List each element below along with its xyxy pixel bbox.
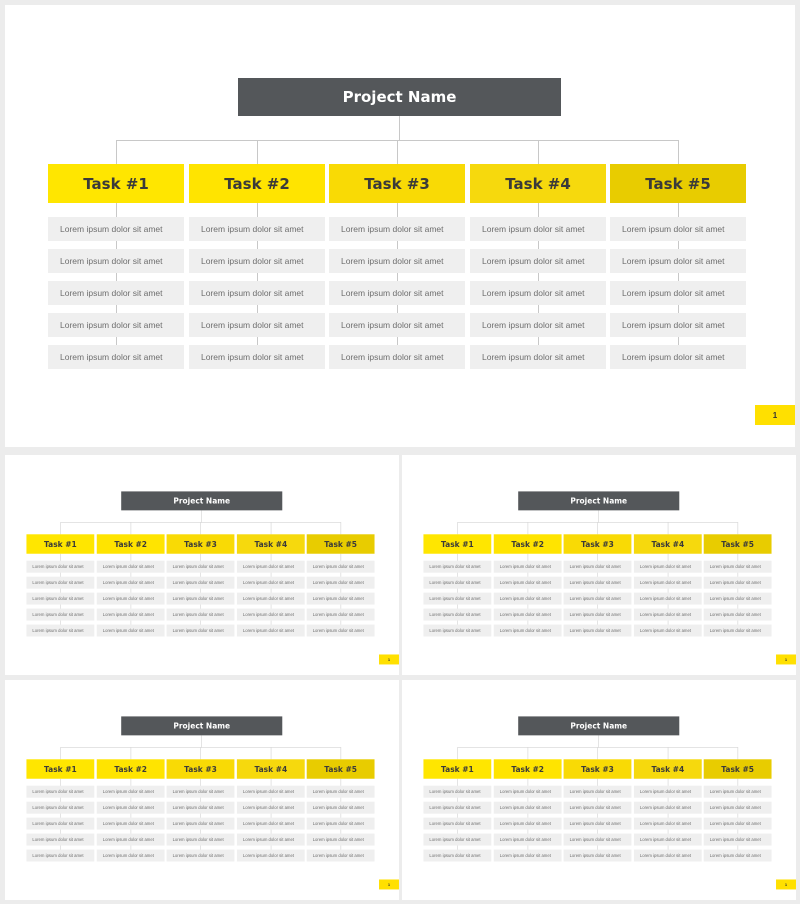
task-4-item-5: Lorem ipsum dolor sit amet (634, 850, 702, 862)
task-1-item-3: Lorem ipsum dolor sit amet (48, 281, 184, 305)
task-2-item-5: Lorem ipsum dolor sit amet (494, 850, 562, 862)
slide-thumbnail-2[interactable] (402, 455, 796, 675)
task-4-item-5: Lorem ipsum dolor sit amet (634, 625, 702, 637)
task-5-item-2: Lorem ipsum dolor sit amet (704, 802, 772, 814)
task-5-item-5: Lorem ipsum dolor sit amet (610, 345, 746, 369)
task-5-item-1: Lorem ipsum dolor sit amet (704, 786, 772, 798)
task-box-1: Task #1 (26, 534, 94, 553)
task-box-5: Task #5 (704, 759, 772, 778)
task-5-item-4: Lorem ipsum dolor sit amet (307, 834, 375, 846)
task-4-item-3: Lorem ipsum dolor sit amet (237, 593, 305, 605)
task-1-item-5: Lorem ipsum dolor sit amet (26, 850, 94, 862)
task-3-item-4: Lorem ipsum dolor sit amet (564, 834, 632, 846)
project-name-box: Project Name (121, 716, 282, 735)
task-2-item-3: Lorem ipsum dolor sit amet (189, 281, 325, 305)
task-box-1: Task #1 (26, 759, 94, 778)
task-box-4: Task #4 (634, 534, 702, 553)
task-box-4: Task #4 (237, 534, 305, 553)
task-box-2: Task #2 (97, 759, 165, 778)
connector-task-4 (538, 140, 539, 164)
task-1-item-4: Lorem ipsum dolor sit amet (26, 609, 94, 621)
task-1-item-1: Lorem ipsum dolor sit amet (48, 217, 184, 241)
task-5-item-5: Lorem ipsum dolor sit amet (704, 625, 772, 637)
task-box-4: Task #4 (634, 759, 702, 778)
task-1-item-3: Lorem ipsum dolor sit amet (423, 818, 491, 830)
task-3-item-1: Lorem ipsum dolor sit amet (329, 217, 465, 241)
task-3-item-2: Lorem ipsum dolor sit amet (564, 802, 632, 814)
task-3-item-5: Lorem ipsum dolor sit amet (167, 625, 235, 637)
task-box-1: Task #1 (48, 164, 184, 203)
task-3-item-3: Lorem ipsum dolor sit amet (329, 281, 465, 305)
task-4-item-3: Lorem ipsum dolor sit amet (470, 281, 606, 305)
task-2-item-1: Lorem ipsum dolor sit amet (97, 786, 165, 798)
task-4-item-4: Lorem ipsum dolor sit amet (237, 609, 305, 621)
task-1-item-2: Lorem ipsum dolor sit amet (26, 802, 94, 814)
task-2-item-4: Lorem ipsum dolor sit amet (494, 609, 562, 621)
task-1-item-1: Lorem ipsum dolor sit amet (423, 561, 491, 573)
project-name-box: Project Name (121, 491, 282, 510)
task-5-item-1: Lorem ipsum dolor sit amet (307, 561, 375, 573)
task-3-item-3: Lorem ipsum dolor sit amet (564, 818, 632, 830)
task-box-5: Task #5 (610, 164, 746, 203)
page-number-badge: 1 (379, 654, 399, 664)
task-box-1: Task #1 (423, 759, 491, 778)
task-5-item-2: Lorem ipsum dolor sit amet (307, 802, 375, 814)
task-2-item-4: Lorem ipsum dolor sit amet (494, 834, 562, 846)
page-number-badge: 1 (776, 654, 796, 664)
task-3-item-4: Lorem ipsum dolor sit amet (329, 313, 465, 337)
task-2-item-5: Lorem ipsum dolor sit amet (97, 850, 165, 862)
task-box-3: Task #3 (564, 759, 632, 778)
task-5-item-2: Lorem ipsum dolor sit amet (307, 577, 375, 589)
task-2-item-5: Lorem ipsum dolor sit amet (494, 625, 562, 637)
task-3-item-5: Lorem ipsum dolor sit amet (564, 625, 632, 637)
task-1-item-5: Lorem ipsum dolor sit amet (423, 850, 491, 862)
task-3-item-2: Lorem ipsum dolor sit amet (167, 577, 235, 589)
task-1-item-5: Lorem ipsum dolor sit amet (423, 625, 491, 637)
task-4-item-2: Lorem ipsum dolor sit amet (237, 577, 305, 589)
task-1-item-1: Lorem ipsum dolor sit amet (26, 561, 94, 573)
task-3-item-4: Lorem ipsum dolor sit amet (564, 609, 632, 621)
task-4-item-2: Lorem ipsum dolor sit amet (237, 802, 305, 814)
task-box-4: Task #4 (237, 759, 305, 778)
slide-thumbnail-1[interactable] (5, 455, 399, 675)
connector-project-stem (399, 116, 400, 140)
task-5-item-4: Lorem ipsum dolor sit amet (704, 609, 772, 621)
task-4-item-5: Lorem ipsum dolor sit amet (237, 625, 305, 637)
task-2-item-5: Lorem ipsum dolor sit amet (189, 345, 325, 369)
task-box-5: Task #5 (307, 759, 375, 778)
task-3-item-3: Lorem ipsum dolor sit amet (167, 818, 235, 830)
task-box-2: Task #2 (494, 534, 562, 553)
task-4-item-4: Lorem ipsum dolor sit amet (634, 834, 702, 846)
task-4-item-5: Lorem ipsum dolor sit amet (237, 850, 305, 862)
task-4-item-4: Lorem ipsum dolor sit amet (237, 834, 305, 846)
task-2-item-5: Lorem ipsum dolor sit amet (97, 625, 165, 637)
task-5-item-2: Lorem ipsum dolor sit amet (704, 577, 772, 589)
task-5-item-5: Lorem ipsum dolor sit amet (307, 625, 375, 637)
task-1-item-4: Lorem ipsum dolor sit amet (26, 834, 94, 846)
task-3-item-4: Lorem ipsum dolor sit amet (167, 609, 235, 621)
task-2-item-4: Lorem ipsum dolor sit amet (189, 313, 325, 337)
task-1-item-2: Lorem ipsum dolor sit amet (423, 802, 491, 814)
task-3-item-2: Lorem ipsum dolor sit amet (329, 249, 465, 273)
task-box-1: Task #1 (423, 534, 491, 553)
task-2-item-1: Lorem ipsum dolor sit amet (494, 786, 562, 798)
task-1-item-3: Lorem ipsum dolor sit amet (423, 593, 491, 605)
task-2-item-2: Lorem ipsum dolor sit amet (97, 577, 165, 589)
task-3-item-2: Lorem ipsum dolor sit amet (167, 802, 235, 814)
task-2-item-2: Lorem ipsum dolor sit amet (189, 249, 325, 273)
task-4-item-1: Lorem ipsum dolor sit amet (237, 786, 305, 798)
project-name-box: Project Name (238, 78, 561, 116)
slide-thumbnail-4[interactable] (402, 680, 796, 900)
task-3-item-1: Lorem ipsum dolor sit amet (564, 786, 632, 798)
page-number-badge: 1 (379, 879, 399, 889)
task-5-item-3: Lorem ipsum dolor sit amet (307, 818, 375, 830)
project-name-box: Project Name (518, 491, 679, 510)
task-4-item-3: Lorem ipsum dolor sit amet (634, 593, 702, 605)
task-3-item-5: Lorem ipsum dolor sit amet (329, 345, 465, 369)
connector-task-5 (678, 140, 679, 164)
task-4-item-3: Lorem ipsum dolor sit amet (237, 818, 305, 830)
task-5-item-1: Lorem ipsum dolor sit amet (704, 561, 772, 573)
task-2-item-4: Lorem ipsum dolor sit amet (97, 834, 165, 846)
task-5-item-3: Lorem ipsum dolor sit amet (610, 281, 746, 305)
task-5-item-5: Lorem ipsum dolor sit amet (704, 850, 772, 862)
task-box-2: Task #2 (494, 759, 562, 778)
task-4-item-1: Lorem ipsum dolor sit amet (634, 786, 702, 798)
task-2-item-2: Lorem ipsum dolor sit amet (97, 802, 165, 814)
task-3-item-1: Lorem ipsum dolor sit amet (564, 561, 632, 573)
task-5-item-4: Lorem ipsum dolor sit amet (704, 834, 772, 846)
task-box-4: Task #4 (470, 164, 606, 203)
task-4-item-2: Lorem ipsum dolor sit amet (634, 577, 702, 589)
task-2-item-3: Lorem ipsum dolor sit amet (97, 818, 165, 830)
task-4-item-3: Lorem ipsum dolor sit amet (634, 818, 702, 830)
task-1-item-2: Lorem ipsum dolor sit amet (48, 249, 184, 273)
task-1-item-4: Lorem ipsum dolor sit amet (423, 609, 491, 621)
task-box-3: Task #3 (167, 759, 235, 778)
page-number-badge: 1 (755, 405, 795, 425)
slide-main (5, 5, 795, 447)
task-5-item-1: Lorem ipsum dolor sit amet (307, 786, 375, 798)
task-4-item-1: Lorem ipsum dolor sit amet (634, 561, 702, 573)
task-4-item-2: Lorem ipsum dolor sit amet (470, 249, 606, 273)
task-1-item-1: Lorem ipsum dolor sit amet (26, 786, 94, 798)
task-2-item-1: Lorem ipsum dolor sit amet (97, 561, 165, 573)
task-box-3: Task #3 (329, 164, 465, 203)
connector-task-2 (257, 140, 258, 164)
task-4-item-5: Lorem ipsum dolor sit amet (470, 345, 606, 369)
task-box-3: Task #3 (167, 534, 235, 553)
task-3-item-2: Lorem ipsum dolor sit amet (564, 577, 632, 589)
task-2-item-2: Lorem ipsum dolor sit amet (494, 802, 562, 814)
task-box-3: Task #3 (564, 534, 632, 553)
task-2-item-1: Lorem ipsum dolor sit amet (189, 217, 325, 241)
task-1-item-2: Lorem ipsum dolor sit amet (423, 577, 491, 589)
project-name-box: Project Name (518, 716, 679, 735)
task-5-item-2: Lorem ipsum dolor sit amet (610, 249, 746, 273)
task-4-item-1: Lorem ipsum dolor sit amet (470, 217, 606, 241)
task-2-item-4: Lorem ipsum dolor sit amet (97, 609, 165, 621)
task-5-item-4: Lorem ipsum dolor sit amet (610, 313, 746, 337)
task-5-item-3: Lorem ipsum dolor sit amet (307, 593, 375, 605)
task-3-item-5: Lorem ipsum dolor sit amet (564, 850, 632, 862)
task-box-2: Task #2 (189, 164, 325, 203)
task-5-item-5: Lorem ipsum dolor sit amet (307, 850, 375, 862)
task-4-item-1: Lorem ipsum dolor sit amet (237, 561, 305, 573)
task-5-item-4: Lorem ipsum dolor sit amet (307, 609, 375, 621)
task-5-item-1: Lorem ipsum dolor sit amet (610, 217, 746, 241)
task-1-item-5: Lorem ipsum dolor sit amet (26, 625, 94, 637)
task-5-item-3: Lorem ipsum dolor sit amet (704, 818, 772, 830)
task-3-item-4: Lorem ipsum dolor sit amet (167, 834, 235, 846)
task-2-item-2: Lorem ipsum dolor sit amet (494, 577, 562, 589)
task-box-2: Task #2 (97, 534, 165, 553)
page-number-badge: 1 (776, 879, 796, 889)
task-1-item-4: Lorem ipsum dolor sit amet (423, 834, 491, 846)
task-4-item-4: Lorem ipsum dolor sit amet (634, 609, 702, 621)
task-3-item-3: Lorem ipsum dolor sit amet (167, 593, 235, 605)
task-1-item-5: Lorem ipsum dolor sit amet (48, 345, 184, 369)
task-3-item-5: Lorem ipsum dolor sit amet (167, 850, 235, 862)
task-1-item-3: Lorem ipsum dolor sit amet (26, 818, 94, 830)
task-4-item-2: Lorem ipsum dolor sit amet (634, 802, 702, 814)
task-2-item-3: Lorem ipsum dolor sit amet (494, 593, 562, 605)
task-1-item-1: Lorem ipsum dolor sit amet (423, 786, 491, 798)
task-3-item-1: Lorem ipsum dolor sit amet (167, 786, 235, 798)
connector-task-1 (116, 140, 117, 164)
task-3-item-3: Lorem ipsum dolor sit amet (564, 593, 632, 605)
task-4-item-4: Lorem ipsum dolor sit amet (470, 313, 606, 337)
task-1-item-3: Lorem ipsum dolor sit amet (26, 593, 94, 605)
task-2-item-3: Lorem ipsum dolor sit amet (494, 818, 562, 830)
task-box-5: Task #5 (307, 534, 375, 553)
task-1-item-2: Lorem ipsum dolor sit amet (26, 577, 94, 589)
task-1-item-4: Lorem ipsum dolor sit amet (48, 313, 184, 337)
connector-task-3 (397, 140, 398, 164)
task-box-5: Task #5 (704, 534, 772, 553)
task-2-item-3: Lorem ipsum dolor sit amet (97, 593, 165, 605)
task-5-item-3: Lorem ipsum dolor sit amet (704, 593, 772, 605)
slide-thumbnail-3[interactable] (5, 680, 399, 900)
task-3-item-1: Lorem ipsum dolor sit amet (167, 561, 235, 573)
task-2-item-1: Lorem ipsum dolor sit amet (494, 561, 562, 573)
